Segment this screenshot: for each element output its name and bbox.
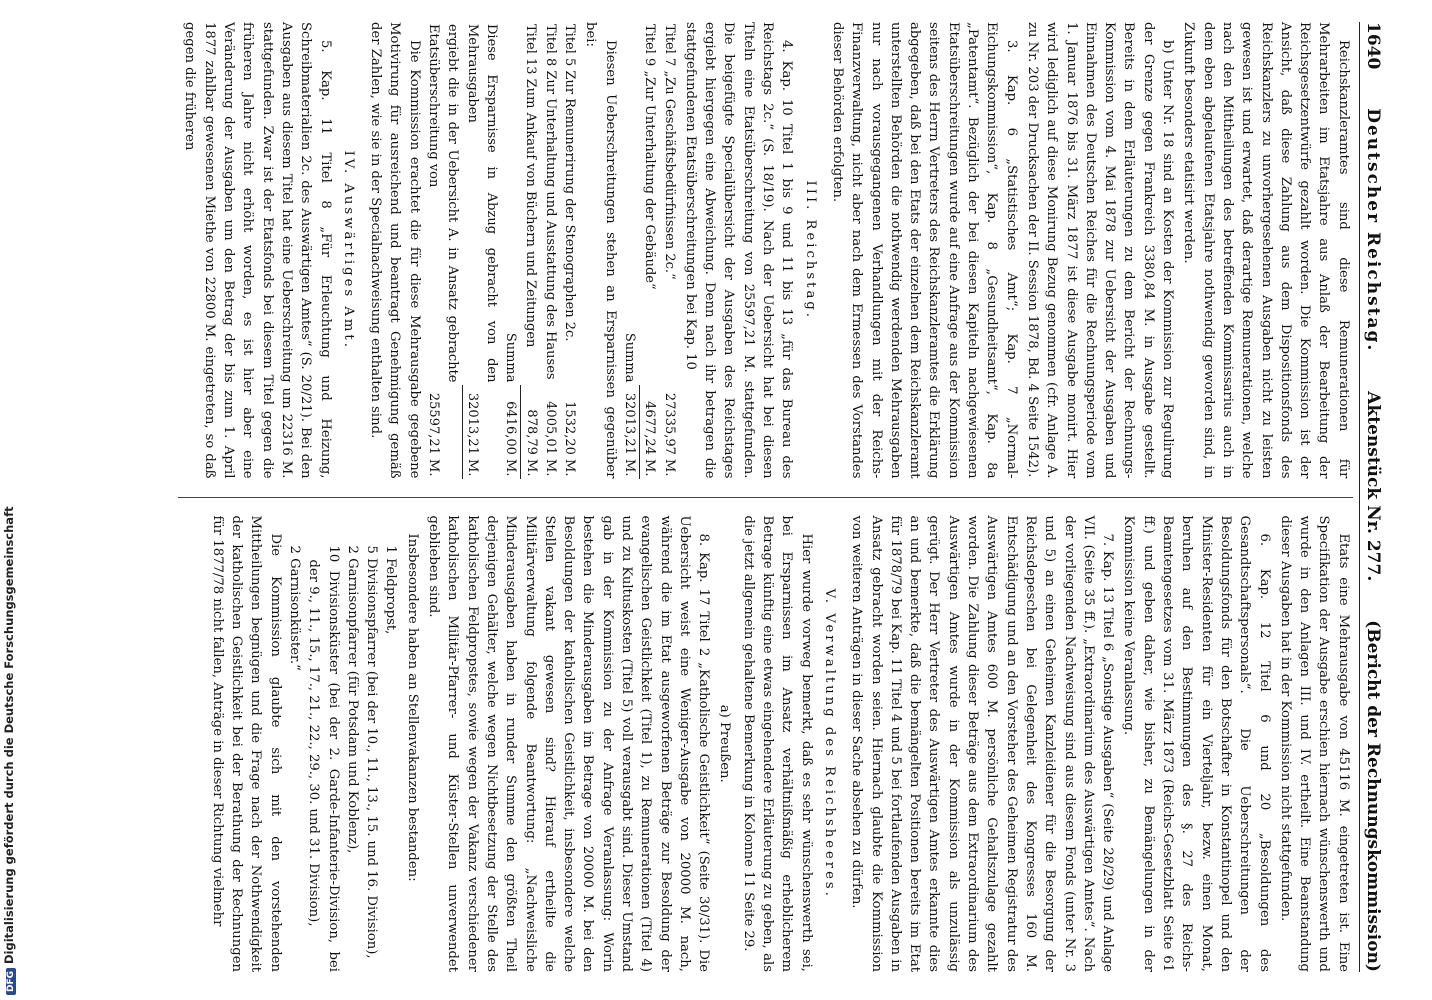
savings-table — [501, 22, 579, 479]
overrun-table — [620, 22, 679, 479]
page-number: 1640 — [1363, 22, 1383, 70]
table-value: 27335,97 M. — [661, 392, 677, 477]
table-label: Titel 9 „Zur Unterhaltung der Gebäude“ — [641, 24, 657, 290]
table-value: 32013,21 M. — [465, 392, 481, 477]
paragraph: 6. Kap. 12 Titel 6 und 20 „Besoldungen des Gesandtschaftspersonals“. Die Ueberschreitungen der Besoldungsfonds für den Botschafter in Konstantinopel und den Minister-Residenten für ein Vierteljahr, bezw. einen Monat, beruhen auf den Bestimmungen des §. 27 des Reichs-Beamtengesetzes vom 31. März 1873 (Reichs-Gesetzblatt Seite 61 ff.) und geben daher, wie bisher, zu Bemängelungen in der Kommission keine Veranlassung. — [1121, 515, 1272, 972]
publication-title: Deutscher Reichstag. — [1363, 108, 1383, 353]
balance-table — [424, 22, 501, 479]
table-row — [620, 22, 640, 479]
paragraph: Die Kommission erachtet die für diese Mehrausgabe gegebene Motivirung für ausreichend und beantragt Genehmigung gemäß der Zahlen, wie sie in der Specialnachweisung enthalten sind. — [368, 22, 422, 479]
list-item: 1 Feldpropst, — [383, 545, 399, 635]
paragraph: Die Kommission glaubte sich mit den vorstehenden Mittheilungen begnügen und die Frage nach der Nothwendigkeit der katholischen Geistlichkeit bei der Berathung der Rechnungen für 1877/78 nicht fallen, Anträge in dieser Richtung vielmehr — [209, 515, 283, 972]
section-heading-v: V. Verwaltung des Reichsheeres. — [821, 588, 837, 899]
paragraph: Diesen Ueberschreitungen stehen an Ersparnissen gegenüber bei: — [583, 22, 618, 479]
table-label: Titel 13 Zum Ankauf von Büchern und Zeitungen — [523, 24, 539, 348]
paragraph: 5. Kap. 11 Titel 8 „Für Erleuchtung und Heizung, Schreibmaterialien 2c. des Auswärtigen Amtes“ (S. 20/21). Bei den Ausgaben aus diesem Titel hat eine Ueberschreitung um 22316 M. stattgefunden. Zwar ist der Etatsfonds bei diesem Titel gegen die früheren Jahre nicht erhöht worden, es ist hier aber eine Veränderung der Ausgaben um den Betrag der bis zum 1. April 1877 zahlbar gewesenen Miethe von 22800 M. eingetreten, so daß gegen die früheren — [182, 22, 333, 479]
paragraph: Insbesondere haben an Stellenvakanzen bestanden: — [404, 533, 420, 882]
dfg-logo: DFG — [6, 968, 16, 995]
page-header — [1359, 22, 1382, 972]
text-columns — [178, 22, 1353, 972]
table-row — [560, 22, 579, 479]
table-row — [424, 22, 463, 479]
paragraph: b) Unter Nr. 18 sind an Kosten der Kommission zur Regulirung der Grenze gegen Frankreich 3380,84 M. in Ausgabe gestellt. Bereits in dem Erläuterungen zu dem Bericht der Rechnungs-Kommission vom 4. Mai 1878 zur Uebersicht der Ausgaben und Einnahmen des Deutschen Reiches für die Rechnungsperiode vom 1. Januar 1876 bis 31. März 1877 ist diese Ausgabe monirt. Hier wird lediglich auf diese Monirung Bezug genommen (cfr. Anlage A. zu Nr. 203 der Drucksachen der II. Session 1878, Bd. 4 Seite 1542). — [1024, 22, 1176, 479]
table-value: 878,79 M. — [523, 409, 539, 477]
paragraph: Reichskanzleramtes sind diese Remunerationen für Mehrarbeiten im Etatsjahre aus Anlaß der Bearbeitung der Reichsgesetzentwürfe gezahlt worden. Die Kommission ist der Ansicht, daß diese Zahlung aus dem Dispositionsfonds des Reichskanzlers zu unvorhergesehenen Ausgaben nicht zu leisten gewesen ist und erwartet, daß derartige Remunerationen, welche nach den Mittheilungen des betreffenden Kommissarius auch in dem eben abgelaufenen Etatsjahre nothwendig geworden sind, in Zukunft besonders etatisirt werden. — [1181, 22, 1351, 479]
table-row — [462, 22, 501, 479]
vacancy-list — [285, 546, 401, 973]
table-label: Titel 8 Zur Unterhaltung und Ausstattung des Hauses — [542, 24, 558, 380]
table-label: ergiebt die in der Uebersicht A. in Ansatz gebrachte Etatsüberschreitung von — [426, 24, 461, 383]
list-item: 10 Divisionsküster (bei der 2. Garde-Infanterie-Division, bei der 9., 11., 15., 17., 21., 22., 29., 30. und 31. Division), — [306, 545, 341, 972]
paragraph: 8. Kap. 17 Titel 2 „Katholische Geistlichkeit“ (Seite 30/31). Die Uebersicht weist eine Weniger-Ausgabe von 20000 M. nach, während die im Etat ausgeworfenen Beträge zur Besoldung der evangelischen Geistlichkeit (Titel 1), zu Remunerationen (Titel 4) und zu Kultuskosten (Titel 5) voll verausgabt sind. Dieser Umstand gab in der Kommission zu der Anfrage Veranlassung: Worin bestehen die Minderausgaben im Betrage von 20000 M. bei den Besoldungen der katholischen Geistlichkeit, insbesondere welche Stellen vakant gewesen sind? Hierauf ertheilte die Militärverwaltung folgende Beantwortung: „Nachweisliche Minderausgaben haben in runder Summe den größten Theil derjenigen Gehälter, welche wegen Nichtbesetzung der Stelle des katholischen Feldpropstes, sowie wegen der Vakanz verschiedener katholischen Militär-Pfarrer- und Küster-Stellen unverwendet geblieben sind. — [426, 515, 712, 972]
table-label: Titel 7 „Zu Geschäftsbedürfnissen 2c.“ — [661, 24, 677, 280]
section-heading-iii: III. Reichstag. — [802, 180, 818, 320]
table-label: Summa — [622, 332, 638, 383]
left-column — [178, 22, 1353, 479]
paragraph: 4. Kap. 10 Titel 1 bis 9 und 11 bis 13 „für das Bureau des Reichstags 2c.“ (S. 18/19). Nach der Uebersicht hat bei diesen Titeln eine Etatsüberschreitung von 25597,21 M. stattgefunden. Die beigefügte Specialübersicht der Ausgaben des Reichstages ergiebt hiergegen eine Abweichung. Denn nach ihr betragen die stattgefundenen Etatsüberschreitungen bei Kap. 10 — [682, 22, 795, 479]
table-value: 4005,01 M. — [542, 401, 558, 477]
table-value: 4677,24 M. — [642, 401, 658, 477]
table-value: 25597,21 M. — [424, 385, 463, 479]
table-label: Titel 5 Zur Remunerirung der Stenographen 2c. — [562, 24, 578, 342]
paragraph: Hier wurde vorweg bemerkt, daß es sehr wünschenswerth sei, bei Ersparnissen im Ansatz verhältnißmäßig erheblicherem Betrage künftig eine etwas eingehendere Erläuterung zu geben, als die jetzt allgemein gehaltene Bemerkung in Kolonne 11 Seite 29. — [740, 515, 814, 972]
table-label: Summa — [503, 332, 519, 383]
list-item: 2 Garnisonküster.“ — [286, 545, 302, 671]
table-row — [640, 22, 660, 479]
funding-text: Digitalisierung gefördert durch die Deutsche Forschungsgemeinschaft — [2, 506, 16, 964]
column-divider — [178, 497, 1353, 498]
footer-strip — [0, 0, 20, 1000]
table-value: 6416,00 M. — [501, 385, 521, 479]
table-row — [659, 22, 678, 479]
paragraph: 7. Kap. 13 Titel 6 „Sonstige Ausgaben“ (Seite 28/29) und Anlage VII. (Seite 35 ff.). „Extraordinarium des Auswärtigen Amtes“. Nach der vorliegenden Nachweisung sind aus diesem Fonds (unter Nr. 3 und 5) an einen Geheimen Kanzleidiener für die Besorgung der Reichsdepeschen bei Gelegenheit des Kongresses 160 M. Entschädigung und an den Vorsteher des Geheimen Registratur des Auswärtigen Amtes 600 M. persönliche Gehaltszulage gezahlt worden. Die Zahlung dieser Beträge aus dem Extraordinarium des Auswärtigen Amtes wurde in der Kommission als unzulässig gerügt. Der Herr Vertreter des Auswärtigen Amtes erkannte dies an und bemerkte, daß die bemängelten Positionen bereits im Etat für 1878/79 bei Kap. 11 Titel 4 und 5 bei fortlaufenden Ausgaben in Ansatz gebracht worden seien. Hiernach glaubte die Kommission von weiteren Anträgen in dieser Sache absehen zu dürfen. — [849, 515, 1116, 972]
list-item: 2 Garnisonpfarrer (für Potsdam und Koblenz), — [344, 545, 360, 854]
subsection-heading: a) Preußen. — [717, 704, 733, 783]
list-item: 5 Divisionspfarrer (bei der 10., 11., 13., 15. und 16. Division), — [364, 545, 380, 959]
right-column — [178, 516, 1353, 973]
paragraph: Etats eine Mehrausgabe von 45116 M. eingetreten ist. Eine Specifikation der Ausgabe erschien hiernach wünschenswerth und wurde in den Anlagen III. und IV. ertheilt. Eine Beanstandung dieser Ausgaben hat in der Kommission nicht stattgefunden. — [1277, 515, 1351, 972]
paragraph: 3. Kap. 6 „Statistisches Amt“; Kap. 7 „Normal-Eichungskommission“, Kap. 8 „Gesundheitsamt“, Kap. 8a „Patentamt“. Bezüglich der bei diesen Kapiteln nachgewiesenen Etatsüberschreitungen wurde auf eine Anfrage aus der Kommission seitens des Herrn Vertreters des Reichskanzleramtes die Erklärung abgegeben, daß bei den Etats der einzelnen dem Reichskanzleramt unterstellten Behörden die nothwendig werdenden Mehrausgaben nur nach vorausgegangenen Verhandlungen mit der Reichs-Finanzverwaltung, nicht aber nach dem Ermessen des Vorstandes dieser Behörden erfolgten. — [829, 22, 1019, 479]
document-number: Aktenstück Nr. 277. — [1363, 391, 1383, 582]
funding-notice — [2, 506, 16, 995]
table-row — [501, 22, 521, 479]
table-value: 1532,20 M. — [562, 401, 578, 477]
table-row — [541, 22, 560, 479]
document-subject: (Bericht der Rechnungskommission) — [1363, 620, 1383, 972]
table-value: 32013,21 M. — [620, 385, 640, 479]
table-label: Diese Ersparnisse in Abzug gebracht von den Mehrausgaben — [464, 24, 499, 383]
section-heading-iv: IV. Auswärtiges Amt. — [340, 150, 356, 350]
table-row — [521, 22, 541, 479]
